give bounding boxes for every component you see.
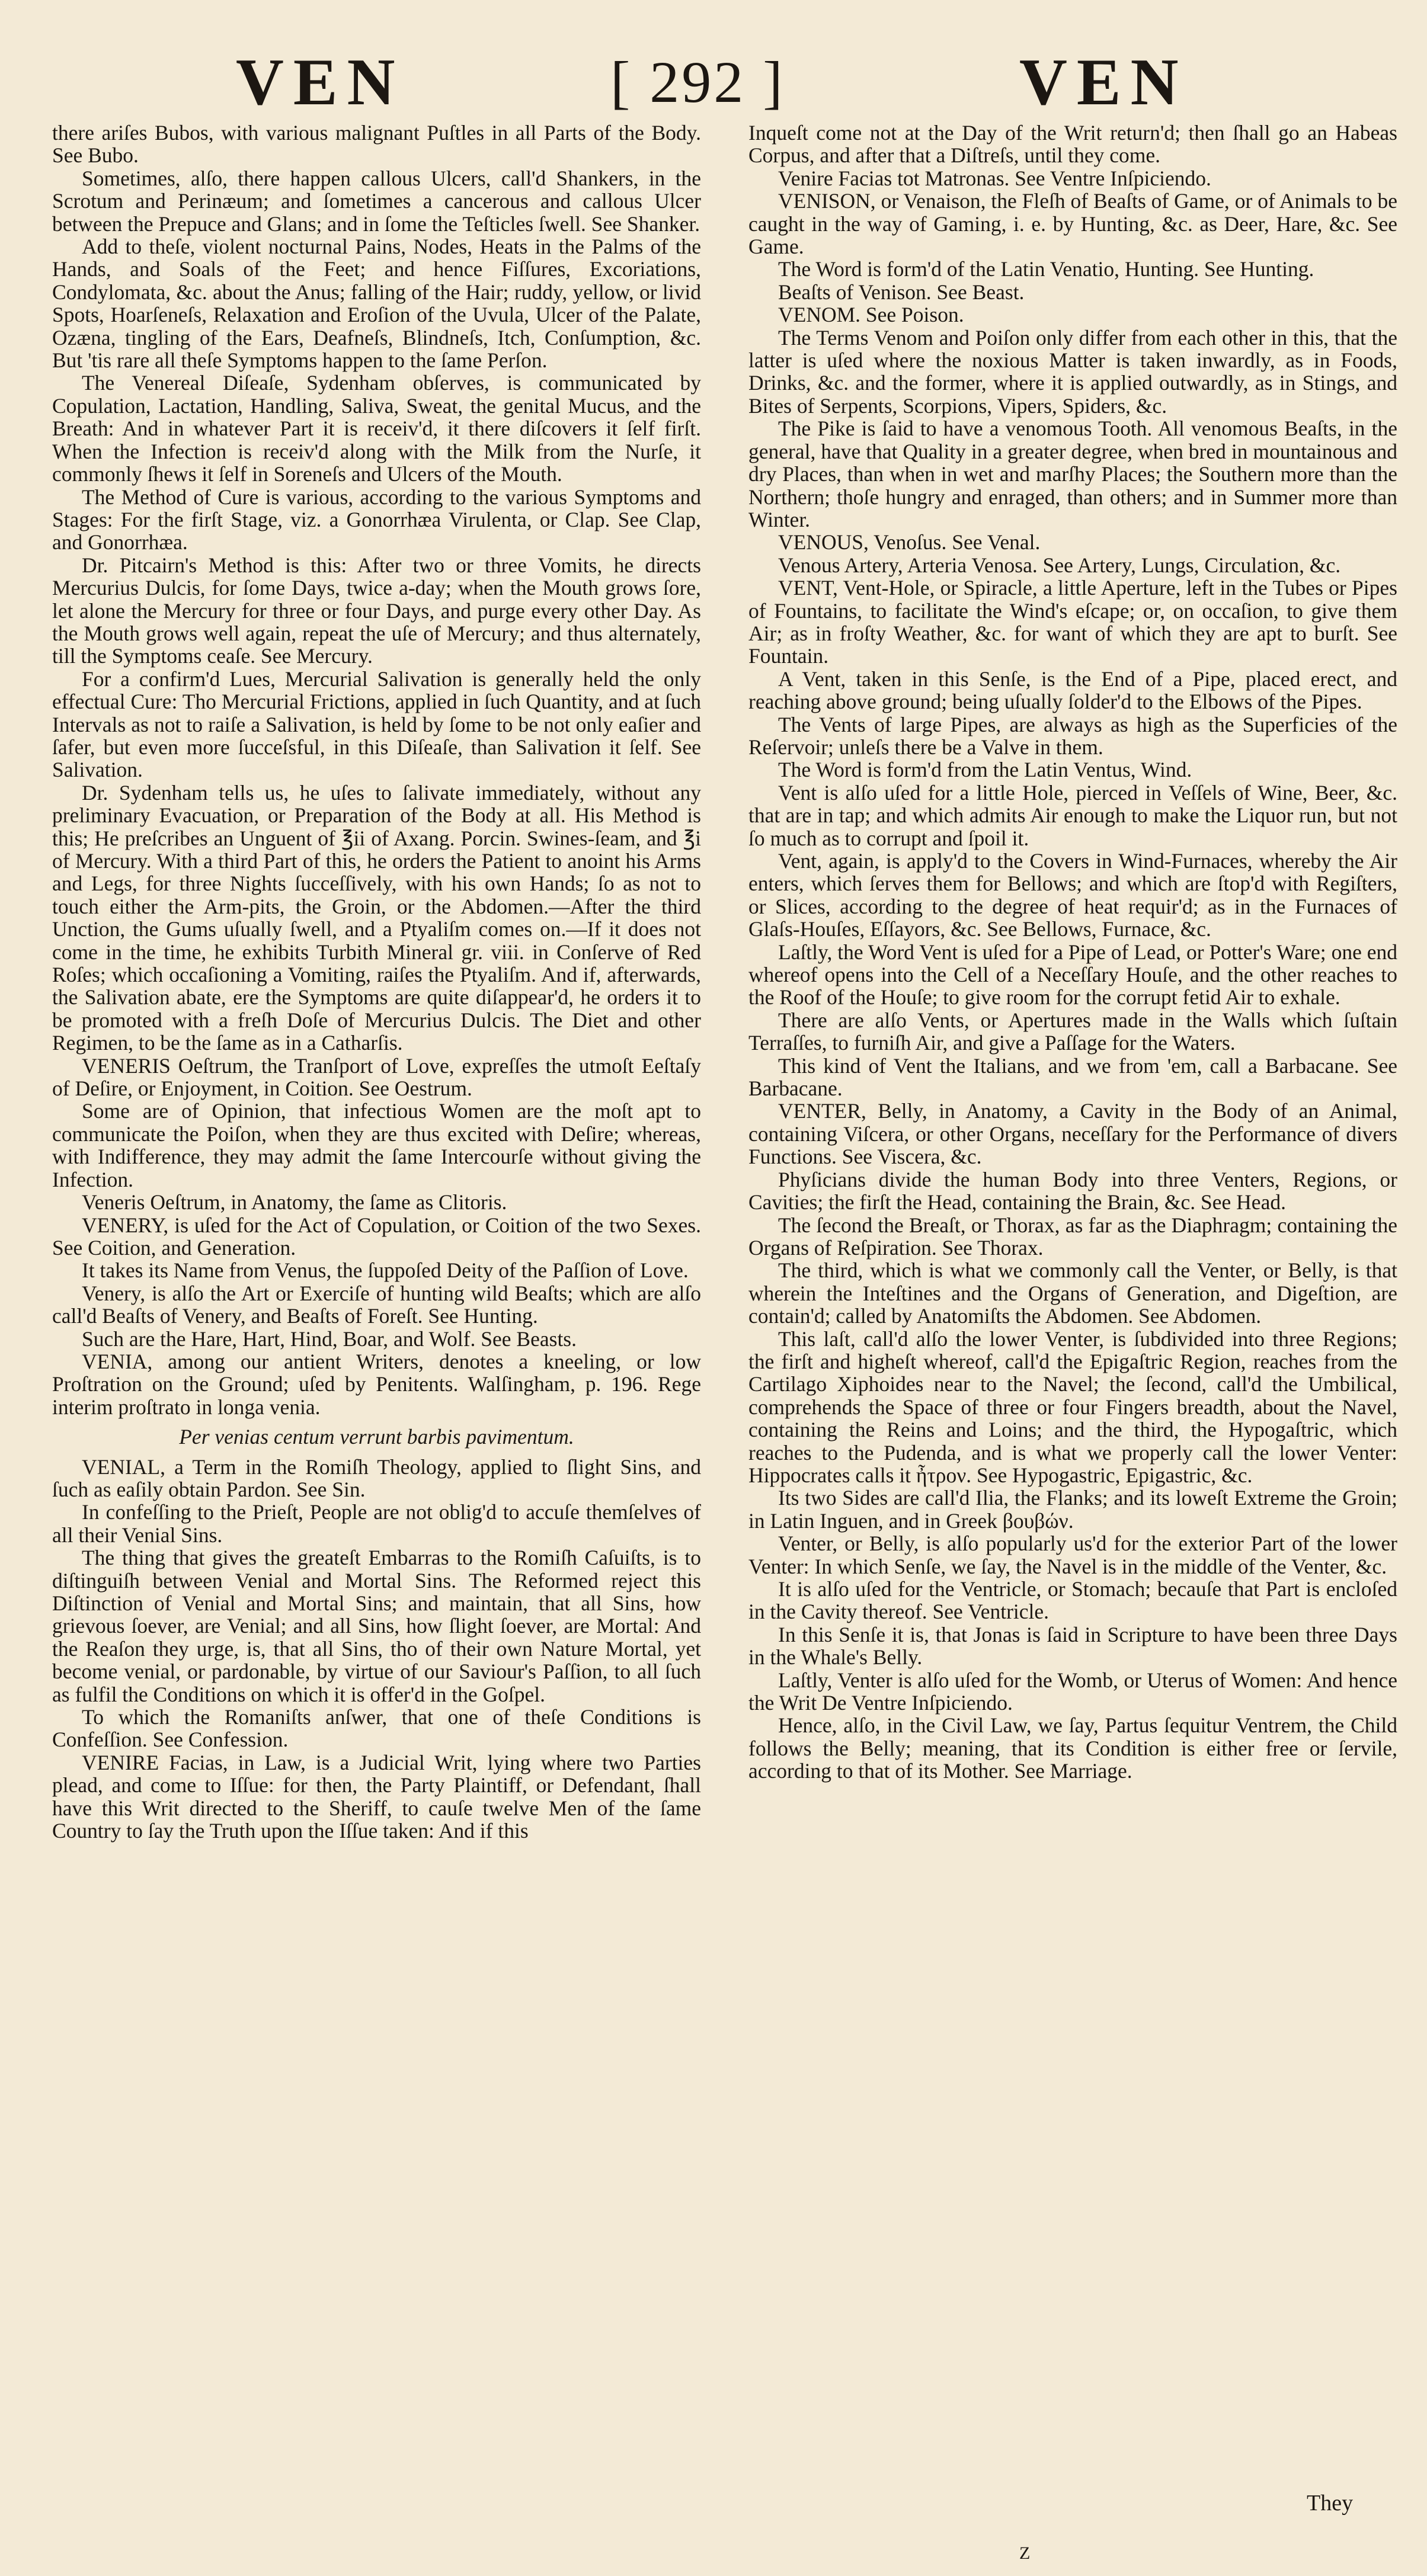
paragraph: The Word is form'd from the Latin Ventus, Wind.	[778, 758, 1192, 782]
paragraph: The Method of Cure is various, according to the various Symptoms and Stages: For the firſt Stage, viz. a Gonorrhæa Virulenta, or Clap. See Clap, and Gonorrhæa.	[52, 485, 701, 555]
left-column	[52, 121, 701, 1842]
signature-mark: Z	[1019, 2543, 1031, 2563]
right-column	[748, 121, 1397, 1783]
paragraph: The ſecond the Breaſt, or Thorax, as far as the Diaphragm; containing the Organs of Reſpiration. See Thorax.	[748, 1213, 1397, 1260]
paragraph: Add to theſe, violent nocturnal Pains, Nodes, Heats in the Palms of the Hands, and Soals of the Feet; and hence Fiſſures, Excoriations, Condylomata, &c. about the Anus; falling of the Hair; ruddy, yellow, or livid Spots, Hoarſeneſs, Relaxation and Eroſion of the Uvula, Ulcer of the Palate, Ozæna, tingling of the Ears, Deafneſs, Blindneſs, Itch, Conſumption, &c. But 'tis rare all theſe Symptoms happen to the ſame Perſon.	[52, 235, 701, 373]
paragraph: Sometimes, alſo, there happen callous Ulcers, call'd Shankers, in the Scrotum and Perinæum; and ſometimes a cancerous and callous Ulcer between the Prepuce and Glans; and in ſome the Teſticles ſwell. See Shanker.	[52, 166, 701, 236]
paragraph: VENT, Vent-Hole, or Spiracle, a little Aperture, left in the Tubes or Pipes of Fountains, to facilitate the Wind's eſcape; or, on occaſion, to give them Air; as in froſty Weather, &c. for want of which they are apt to burſt. See Fountain.	[748, 576, 1397, 668]
paragraph: The Word is form'd of the Latin Venatio, Hunting. See Hunting.	[778, 257, 1314, 281]
paragraph: Veneris Oeſtrum, in Anatomy, the ſame as Clitoris.	[82, 1190, 507, 1215]
paragraph: VENIAL, a Term in the Romiſh Theology, applied to ſlight Sins, and ſuch as eaſily obtain Pardon. See Sin.	[52, 1454, 701, 1501]
paragraph: Venter, or Belly, is alſo popularly us'd for the exterior Part of the lower Venter: In which Senſe, we ſay, the Navel is in the middle of the Venter, &c.	[748, 1531, 1397, 1578]
paragraph: Dr. Pitcairn's Method is this: After two or three Vomits, he directs Mercurius Dulcis, for ſome Days, twice a-day; when the Mouth grows ſore, let alone the Mercury for three or four Days, and purge every other Day. As the Mouth grows well again, repeat the uſe of Mercury; and thus alternately, till the Symptoms ceaſe. See Mercury.	[52, 553, 701, 668]
paragraph: Laſtly, the Word Vent is uſed for a Pipe of Lead, or Potter's Ware; one end whereof opens into the Cell of a Neceſſary Houſe, and the other reaches to the Roof of the Houſe; to give room for the corrupt fetid Air to exhale.	[748, 940, 1397, 1010]
paragraph: Inqueſt come not at the Day of the Writ return'd; then ſhall go an Habeas Corpus, and after that a Diſtreſs, until they come.	[748, 121, 1397, 168]
paragraph: Vent, again, is apply'd to the Covers in Wind-Furnaces, whereby the Air enters, which ſerves them for Bellows; and which are ſtop'd with Regiſters, or Slices, according to the degree of heat requir'd; as in the Furnaces of Glaſs-Houſes, Eſſayors, &c. See Bellows, Furnace, &c.	[748, 849, 1397, 941]
paragraph: Phyſicians divide the human Body into three Venters, Regions, or Cavities; the firſt the Head, containing the Brain, &c. See Head.	[748, 1167, 1397, 1215]
paragraph: Venire Facias tot Matronas. See Ventre Inſpiciendo.	[778, 166, 1211, 190]
paragraph: Venery, is alſo the Art or Exerciſe of hunting wild Beaſts; which are alſo call'd Beaſts of Venery, and Beaſts of Foreſt. See Hunting.	[52, 1281, 701, 1328]
paragraph: VENERIS Oeſtrum, the Tranſport of Love, expreſſes the utmoſt Eeſtaſy of Deſire, or Enjoyment, in Coition. See Oestrum.	[52, 1053, 701, 1101]
paragraph: VENIA, among our antient Writers, denotes a kneeling, or low Proſtration on the Ground; uſed by Penitents. Walſingham, p. 196. Rege interim proſtrato in longa venia.	[52, 1349, 701, 1419]
paragraph: It is alſo uſed for the Ventricle, or Stomach; becauſe that Part is encloſed in the Cavity thereof. See Ventricle.	[748, 1577, 1397, 1624]
paragraph: there ariſes Bubos, with various malignant Puſtles in all Parts of the Body. See Bubo.	[52, 121, 701, 168]
paragraph: The Vents of large Pipes, are always as high as the Superficies of the Reſervoir; unleſs there be a Valve in them.	[748, 712, 1397, 759]
catchword: They	[1307, 2491, 1354, 2516]
paragraph: Hence, alſo, in the Civil Law, we ſay, Partus ſequitur Ventrem, the Child follows the Belly; meaning, that its Condition is either free or ſervile, according to that of its Mother. See Marriage.	[748, 1713, 1397, 1783]
paragraph: VENTER, Belly, in Anatomy, a Cavity in the Body of an Animal, containing Viſcera, or other Organs, neceſſary for the Performance of divers Functions. See Viscera, &c.	[748, 1099, 1397, 1169]
paragraph: Dr. Sydenham tells us, he uſes to ſalivate immediately, without any preliminary Evacuation, or Preparation of the Body at all. His Method is this; He preſcribes an Unguent of ℥ii of Axang. Porcin. Swines-ſeam, and ℥i of Mercury. With a third Part of this, he orders the Patient to anoint his Arms and Legs, for three Nights ſucceſſively, with his own Hands; ſo as not to touch either the Arm-pits, the Groin, or the Abdomen.—After the third Unction, the Gums uſually ſwell, and a Ptyaliſm comes on.—If it does not come in the time, he exhibits Turbith Mineral gr. viii. in Conſerve of Red Roſes; which occaſioning a Vomiting, raiſes the Ptyaliſm. And if, afterwards, the Salivation abate, ere the Symptoms are quite diſappear'd, he orders it to be promoted with a freſh Doſe of Mercurius Dulcis. The Diet and other Regimen, to be the ſame as in a Catharſis.	[52, 780, 701, 1055]
paragraph: VENISON, or Venaison, the Fleſh of Beaſts of Game, or of Animals to be caught in the way of Gaming, i. e. by Hunting, &c. as Deer, Hare, &c. See Game.	[748, 189, 1397, 259]
paragraph: Venous Artery, Arteria Venosa. See Artery, Lungs, Circulation, &c.	[778, 553, 1341, 577]
paragraph: There are alſo Vents, or Apertures made in the Walls which ſuſtain Terraſſes, to furniſh Air, and give a Paſſage for the Waters.	[748, 1008, 1397, 1055]
paragraph: Vent is alſo uſed for a little Hole, pierced in Veſſels of Wine, Beer, &c. that are in tap; and which admits Air enough to make the Liquor run, but not ſo much as to corrupt and ſpoil it.	[748, 780, 1397, 850]
paragraph: The Venereal Diſeaſe, Sydenham obſerves, is communicated by Copulation, Lactation, Handling, Saliva, Sweat, the genital Mucus, and the Breath: And in whatever Part it is receiv'd, it there diſcovers it ſelf firſt. When the Infection is receiv'd along with the Milk from the Nurſe, it commonly ſhews it ſelf in Soreneſs and Ulcers of the Mouth.	[52, 371, 701, 486]
paragraph: Beaſts of Venison. See Beast.	[778, 280, 1025, 304]
paragraph: In confeſſing to the Prieſt, People are not oblig'd to accuſe themſelves of all their Venial Sins.	[52, 1500, 701, 1547]
paragraph: It takes its Name from Venus, the ſuppoſed Deity of the Paſſion of Love.	[82, 1258, 689, 1283]
paragraph: This kind of Vent the Italians, and we from 'em, call a Barbacane. See Barbacane.	[748, 1053, 1397, 1101]
paragraph: Its two Sides are call'd Ilia, the Flanks; and its loweſt Extreme the Groin; in Latin Inguen, and in Greek βουβών.	[748, 1486, 1397, 1533]
paragraph: This laſt, call'd alſo the lower Venter, is ſubdivided into three Regions; the firſt and higheſt whereof, call'd the Epigaſtric Region, reaches from the Cartilago Xiphoides near to the Navel; the ſecond, call'd the Umbilical, comprehends the Space of three or four Fingers breadth, about the Navel, containing the Reins and Loins; and the third, the Hypogaſtric, which reaches to the Pudenda, and is what we properly call the lower Venter: Hippocrates calls it ἦτρον. See Hypogastric, Epigastric, &c.	[748, 1327, 1397, 1487]
paragraph: Such are the Hare, Hart, Hind, Boar, and Wolf. See Beasts.	[82, 1327, 577, 1351]
right-headword: VEN	[1019, 46, 1188, 119]
page-number: [ 292 ]	[610, 49, 785, 115]
paragraph: To which the Romaniſts anſwer, that one of theſe Conditions is Confeſſion. See Confession.	[52, 1705, 701, 1752]
paragraph: VENERY, is uſed for the Act of Copulation, or Coition of the two Sexes. See Coition, and Generation.	[52, 1213, 701, 1260]
paragraph: Laſtly, Venter is alſo uſed for the Womb, or Uterus of Women: And hence the Writ De Ventre Inſpiciendo.	[748, 1668, 1397, 1715]
paragraph: In this Senſe it is, that Jonas is ſaid in Scripture to have been three Days in the Whale's Belly.	[748, 1622, 1397, 1670]
paragraph: VENOUS, Venoſus. See Venal.	[778, 530, 1041, 555]
paragraph: Some are of Opinion, that infectious Women are the moſt apt to communicate the Poiſon, when they are thus excited with Deſire; whereas, with Indifference, they may admit the ſame Intercourſe without giving the Infection.	[52, 1099, 701, 1191]
left-headword: VEN	[236, 46, 405, 119]
paragraph: For a confirm'd Lues, Mercurial Salivation is generally held the only effectual Cure: Tho Mercurial Frictions, applied in ſuch Quantity, and at ſuch Intervals as not to raiſe a Salivation, is held by ſome to be not only eaſier and ſafer, but even more ſucceſsful, in this Diſeaſe, than Salivation it ſelf. See Salivation.	[52, 667, 701, 782]
paragraph: The third, which is what we commonly call the Venter, or Belly, is that wherein the Inteſtines and the Organs of Generation, and Digeſtion, are contain'd; called by Anatomiſts the Abdomen. See Abdomen.	[748, 1258, 1397, 1328]
paragraph: A Vent, taken in this Senſe, is the End of a Pipe, placed erect, and reaching above ground; being uſually ſolder'd to the Elbows of the Pipes.	[748, 667, 1397, 714]
running-header	[0, 44, 1427, 119]
paragraph: The Pike is ſaid to have a venomous Tooth. All venomous Beaſts, in the general, have that Quality in a greater degree, when bred in mountainous and dry Places, than when in wet and marſhy Places; the Southern more than the Northern; thoſe hungry and enraged, than others; and in Summer more than Winter.	[748, 416, 1397, 531]
paragraph: VENOM. See Poison.	[778, 303, 964, 327]
paragraph: The thing that gives the greateſt Embarras to the Romiſh Caſuiſts, is to diſtinguiſh between Venial and Mortal Sins. The Reformed reject this Diſtinction of Venial and Mortal Sins; and maintain, that all Sins, how grievous ſoever, are Venial; and all Sins, how ſlight ſoever, are Mortal: And the Reaſon they urge, is, that all Sins, tho of their own Nature Mortal, yet become venial, or pardonable, by virtue of our Saviour's Paſſion, to all ſuch as fulfil the Conditions on which it is offer'd in the Goſpel.	[52, 1546, 701, 1706]
paragraph: The Terms Venom and Poiſon only differ from each other in this, that the latter is uſed where the noxious Matter is taken inwardly, as in Foods, Drinks, &c. and the former, where it is applied outwardly, as in Stings, and Bites of Serpents, Scorpions, Vipers, Spiders, &c.	[748, 325, 1397, 418]
paragraph: VENIRE Facias, in Law, is a Judicial Writ, lying where two Parties plead, and come to Iſſue: for then, the Party Plaintiff, or Defendant, ſhall have this Writ directed to the Sheriff, to cauſe twelve Men of the ſame Country to ſay the Truth upon the Iſſue taken: And if this	[52, 1750, 701, 1843]
latin-quote: Per venias centum verrunt barbis pavimentum.	[179, 1425, 574, 1449]
